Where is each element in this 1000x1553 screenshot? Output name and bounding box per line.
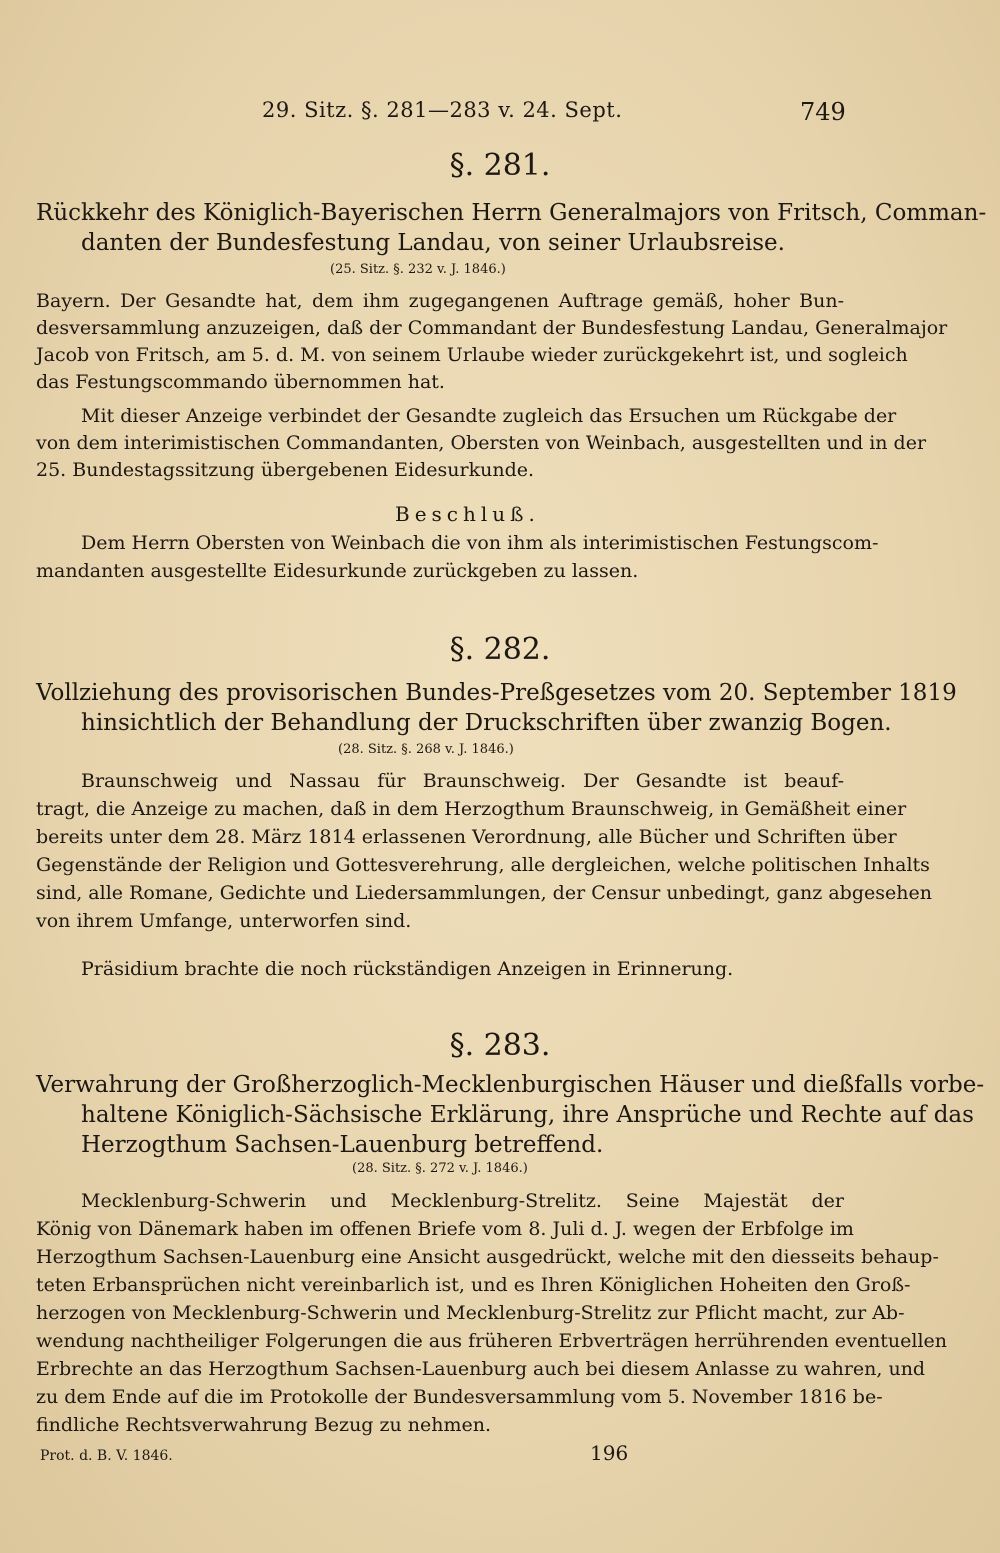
page-number: 749 [800,98,846,126]
title-line: hinsichtlich der Behandlung der Druckschriften über zwanzig Bogen. [81,710,892,736]
section-heading-281: §. 281. [449,148,551,183]
text-line: Bayern. Der Gesandte hat, dem ihm zugegangenen Auftrage gemäß, hoher Bun- [36,290,844,312]
text-line: Präsidium brachte die noch rückständigen Anzeigen in Erinnerung. [81,958,734,980]
text-line: herzogen von Mecklenburg-Schwerin und Mecklenburg-Strelitz zur Pflicht macht, zur Ab- [36,1302,905,1324]
text-line: bereits unter dem 28. März 1814 erlassenen Verordnung, alle Bücher und Schriften über [36,826,897,848]
title-line: Vollziehung des provisorischen Bundes-Preßgesetzes vom 20. September 1819 [36,680,957,706]
title-line: Herzogthum Sachsen-Lauenburg betreffend. [81,1132,604,1158]
text-line: das Festungscommando übernommen hat. [36,371,445,393]
text-line: Braunschweig und Nassau für Braunschweig. Der Gesandte ist beauf- [81,770,844,792]
section-reference-282: (28. Sitz. §. 268 v. J. 1846.) [338,742,514,757]
text-line: Mecklenburg-Schwerin und Mecklenburg-Strelitz. Seine Majestät der [81,1190,844,1212]
text-line: zu dem Ende auf die im Protokolle der Bundesversammlung vom 5. November 1816 be- [36,1386,883,1408]
text-line: findliche Rechtsverwahrung Bezug zu nehmen. [36,1414,492,1436]
text-line: Jacob von Fritsch, am 5. d. M. von seinem Urlaube wieder zurückgekehrt ist, und sogleich [36,344,908,366]
text-line: Herzogthum Sachsen-Lauenburg eine Ansicht ausgedrückt, welche mit den diesseits behaup- [36,1246,939,1268]
title-line: Verwahrung der Großherzoglich-Mecklenburgischen Häuser und dießfalls vorbe- [36,1072,985,1098]
text-line: teten Erbansprüchen nicht vereinbarlich ist, und es Ihren Königlichen Hoheiten den Groß- [36,1274,911,1296]
text-line: desversammlung anzuzeigen, daß der Commandant der Bundesfestung Landau, Generalmajor [36,317,948,339]
footer-protocol: Prot. d. B. V. 1846. [40,1448,173,1464]
text-line: wendung nachtheiliger Folgerungen die aus früheren Erbverträgen herrührenden eventuellen [36,1330,947,1352]
text-line: von dem interimistischen Commandanten, Obersten von Weinbach, ausgestellten und in der [36,432,927,454]
text-line: tragt, die Anzeige zu machen, daß in dem Herzogthum Braunschweig, in Gemäßheit einer [36,798,907,820]
title-line: danten der Bundesfestung Landau, von seiner Urlaubsreise. [81,230,785,256]
text-line: mandanten ausgestellte Eidesurkunde zurückgeben zu lassen. [36,560,639,582]
section-heading-282: §. 282. [449,632,551,667]
signature-mark: 196 [590,1441,629,1465]
section-reference-283: (28. Sitz. §. 272 v. J. 1846.) [352,1161,528,1176]
title-line: haltene Königlich-Sächsische Erklärung, ihre Ansprüche und Rechte auf das [81,1102,974,1128]
text-line: Dem Herrn Obersten von Weinbach die von ihm als interimistischen Festungscom- [81,532,879,554]
text-line: König von Dänemark haben im offenen Briefe vom 8. Juli d. J. wegen der Erbfolge im [36,1218,854,1240]
beschluss-heading: Beschluß. [395,502,540,526]
section-heading-283: §. 283. [449,1028,551,1063]
text-line: sind, alle Romane, Gedichte und Liedersammlungen, der Censur unbedingt, ganz abgesehen [36,882,932,904]
section-reference-281: (25. Sitz. §. 232 v. J. 1846.) [330,262,506,277]
text-line: Gegenstände der Religion und Gottesverehrung, alle dergleichen, welche politischen Inhalts [36,854,930,876]
text-line: Mit dieser Anzeige verbindet der Gesandte zugleich das Ersuchen um Rückgabe der [81,405,897,427]
text-line: von ihrem Umfange, unterworfen sind. [36,910,412,932]
text-line: 25. Bundestagssitzung übergebenen Eidesurkunde. [36,459,535,481]
title-line: Rückkehr des Königlich-Bayerischen Herrn Generalmajors von Fritsch, Comman- [36,200,987,226]
text-line: Erbrechte an das Herzogthum Sachsen-Lauenburg auch bei diesem Anlasse zu wahren, und [36,1358,926,1380]
running-header: 29. Sitz. §. 281—283 v. 24. Sept. [262,98,623,122]
